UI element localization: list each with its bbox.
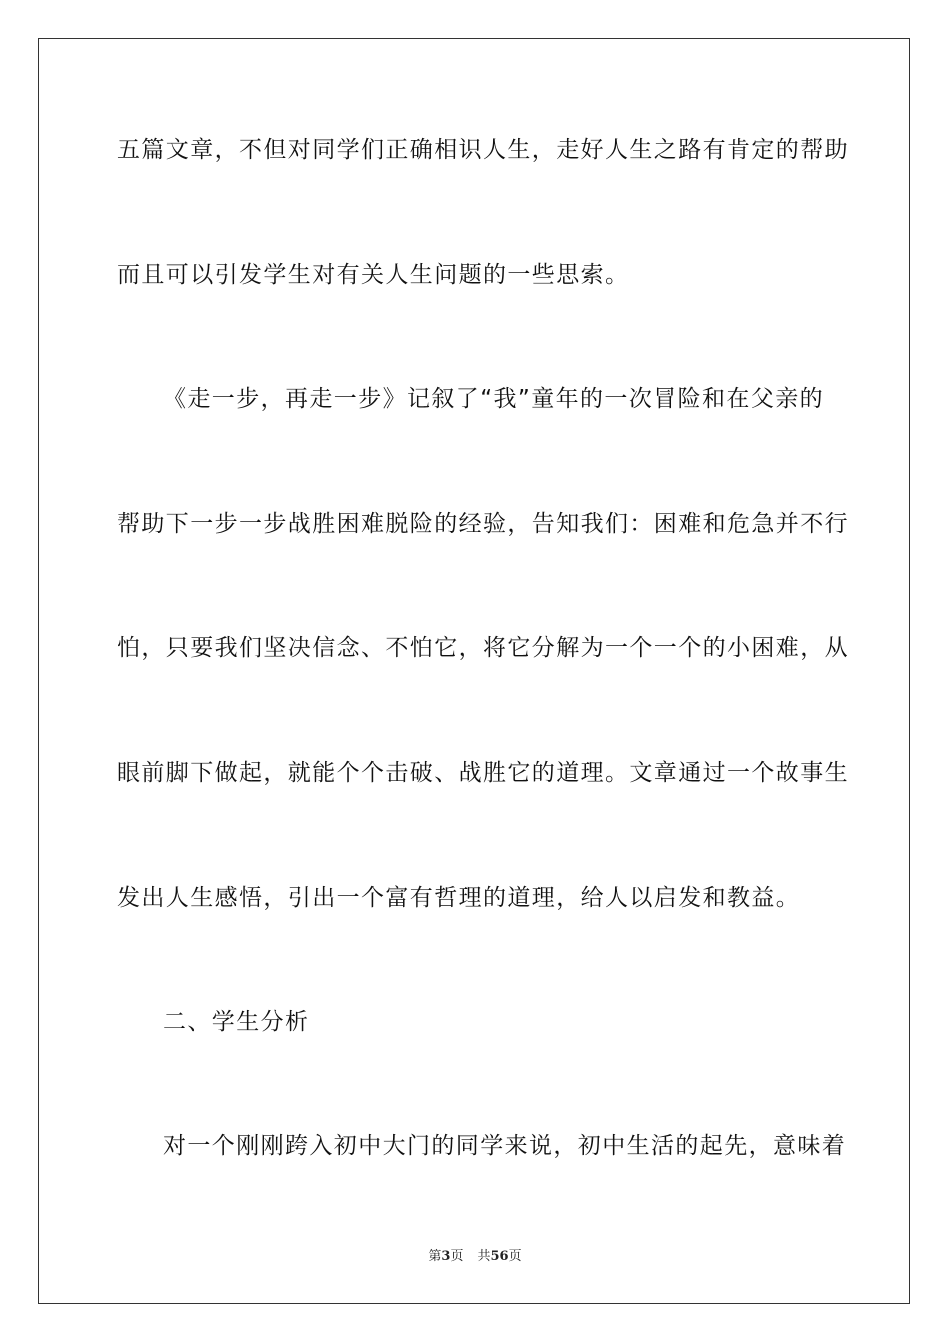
body-text-line: 怕，只要我们坚决信念、不怕它，将它分解为一个一个的小困难，从 xyxy=(117,635,849,661)
page-footer xyxy=(0,1248,950,1266)
body-text-line: 帮助下一步一步战胜困难脱险的经验，告知我们：困难和危急并不行 xyxy=(117,511,849,537)
total-prefix: 共 xyxy=(477,1249,491,1264)
section-heading: 二、学生分析 xyxy=(163,1009,310,1035)
total-pages: 56 xyxy=(490,1249,509,1264)
body-text-line: 眼前脚下做起，就能个个击破、战胜它的道理。文章通过一个故事生 xyxy=(117,760,849,786)
body-text-line: 而且可以引发学生对有关人生问题的一些思索。 xyxy=(117,262,630,288)
paragraph-start-line: 对一个刚刚跨入初中大门的同学来说，初中生活的起先，意味着 xyxy=(163,1133,847,1159)
page-number: 3 xyxy=(441,1249,451,1264)
paragraph-start-line: 《走一步，再走一步》记叙了“我”童年的一次冒险和在父亲的 xyxy=(163,386,825,412)
body-text-line: 发出人生感悟，引出一个富有哲理的道理，给人以启发和教益。 xyxy=(117,885,801,911)
page-prefix: 第 xyxy=(428,1249,442,1264)
page-suffix: 页 xyxy=(450,1249,464,1264)
body-text-line: 五篇文章，不但对同学们正确相识人生，走好人生之路有肯定的帮助 xyxy=(117,137,849,163)
total-suffix: 页 xyxy=(508,1249,522,1264)
page-border xyxy=(38,38,910,1304)
